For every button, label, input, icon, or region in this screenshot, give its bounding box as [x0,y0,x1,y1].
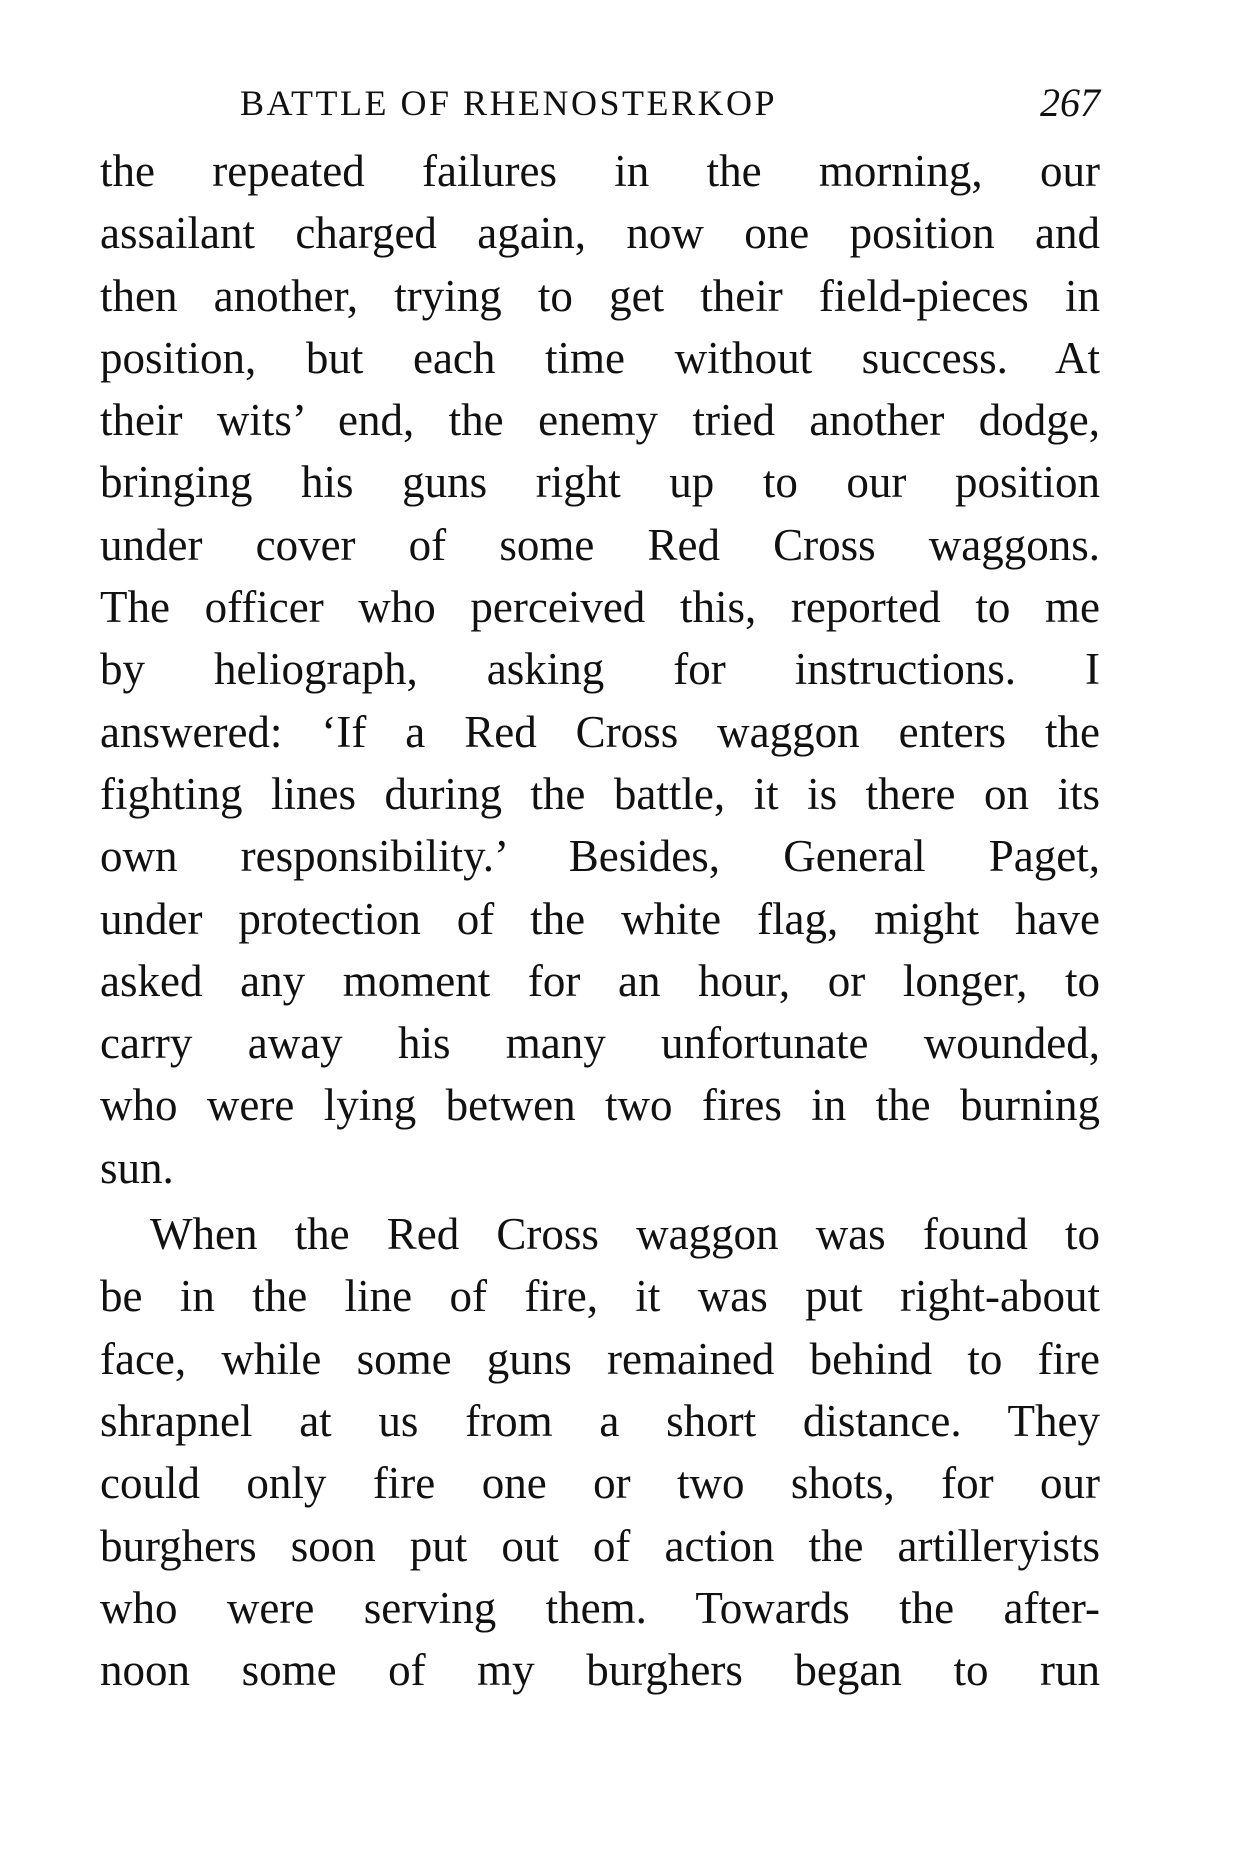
running-title: BATTLE OF RHENOSTERKOP [240,83,778,123]
text-line: sun. [100,1142,174,1193]
text-line: who were lying betwen two fires in the burning [100,1080,1100,1131]
text-line: noon some of my burghers began to run [100,1645,1100,1696]
text-line: assailant charged again, now one position and [100,208,1100,259]
text-line: the repeated failures in the morning, our [100,146,1100,196]
text-line: burghers soon put out of action the artilleryists [100,1520,1100,1571]
running-head [240,78,1100,128]
text-line: their wits’ end, the enemy tried another dodge, [100,395,1100,446]
text-line: under protection of the white flag, might have [100,893,1100,944]
text-line: The officer who perceived this, reported to me [100,582,1100,633]
text-line: carry away his many unfortunate wounded, [100,1018,1100,1069]
text-line: asked any moment for an hour, or longer, to [100,955,1100,1006]
text-line: by heliograph, asking for instructions. I [100,644,1100,695]
paragraph [100,1203,1100,1701]
page-number: 267 [1040,80,1100,125]
text-line: could only fire one or two shots, for our [100,1458,1100,1509]
text-line: When the Red Cross waggon was found to [150,1209,1100,1260]
text-line: under cover of some Red Cross waggons. [100,519,1100,570]
paragraph [100,140,1100,1199]
text-line: bringing his guns right up to our position [100,457,1100,508]
body-text [100,140,1100,1701]
text-line: answered: ‘If a Red Cross waggon enters the [100,706,1100,757]
text-line: who were serving them. Towards the after- [100,1582,1100,1633]
text-line: be in the line of fire, it was put right-about [100,1271,1100,1322]
text-line: fighting lines during the battle, it is there on its [100,768,1100,819]
text-line: shrapnel at us from a short distance. They [100,1395,1100,1446]
text-line: position, but each time without success. At [100,332,1100,383]
text-line: then another, trying to get their field-pieces in [100,270,1100,321]
text-line: face, while some guns remained behind to fire [100,1333,1100,1384]
text-line: own responsibility.’ Besides, General Paget, [100,831,1100,882]
